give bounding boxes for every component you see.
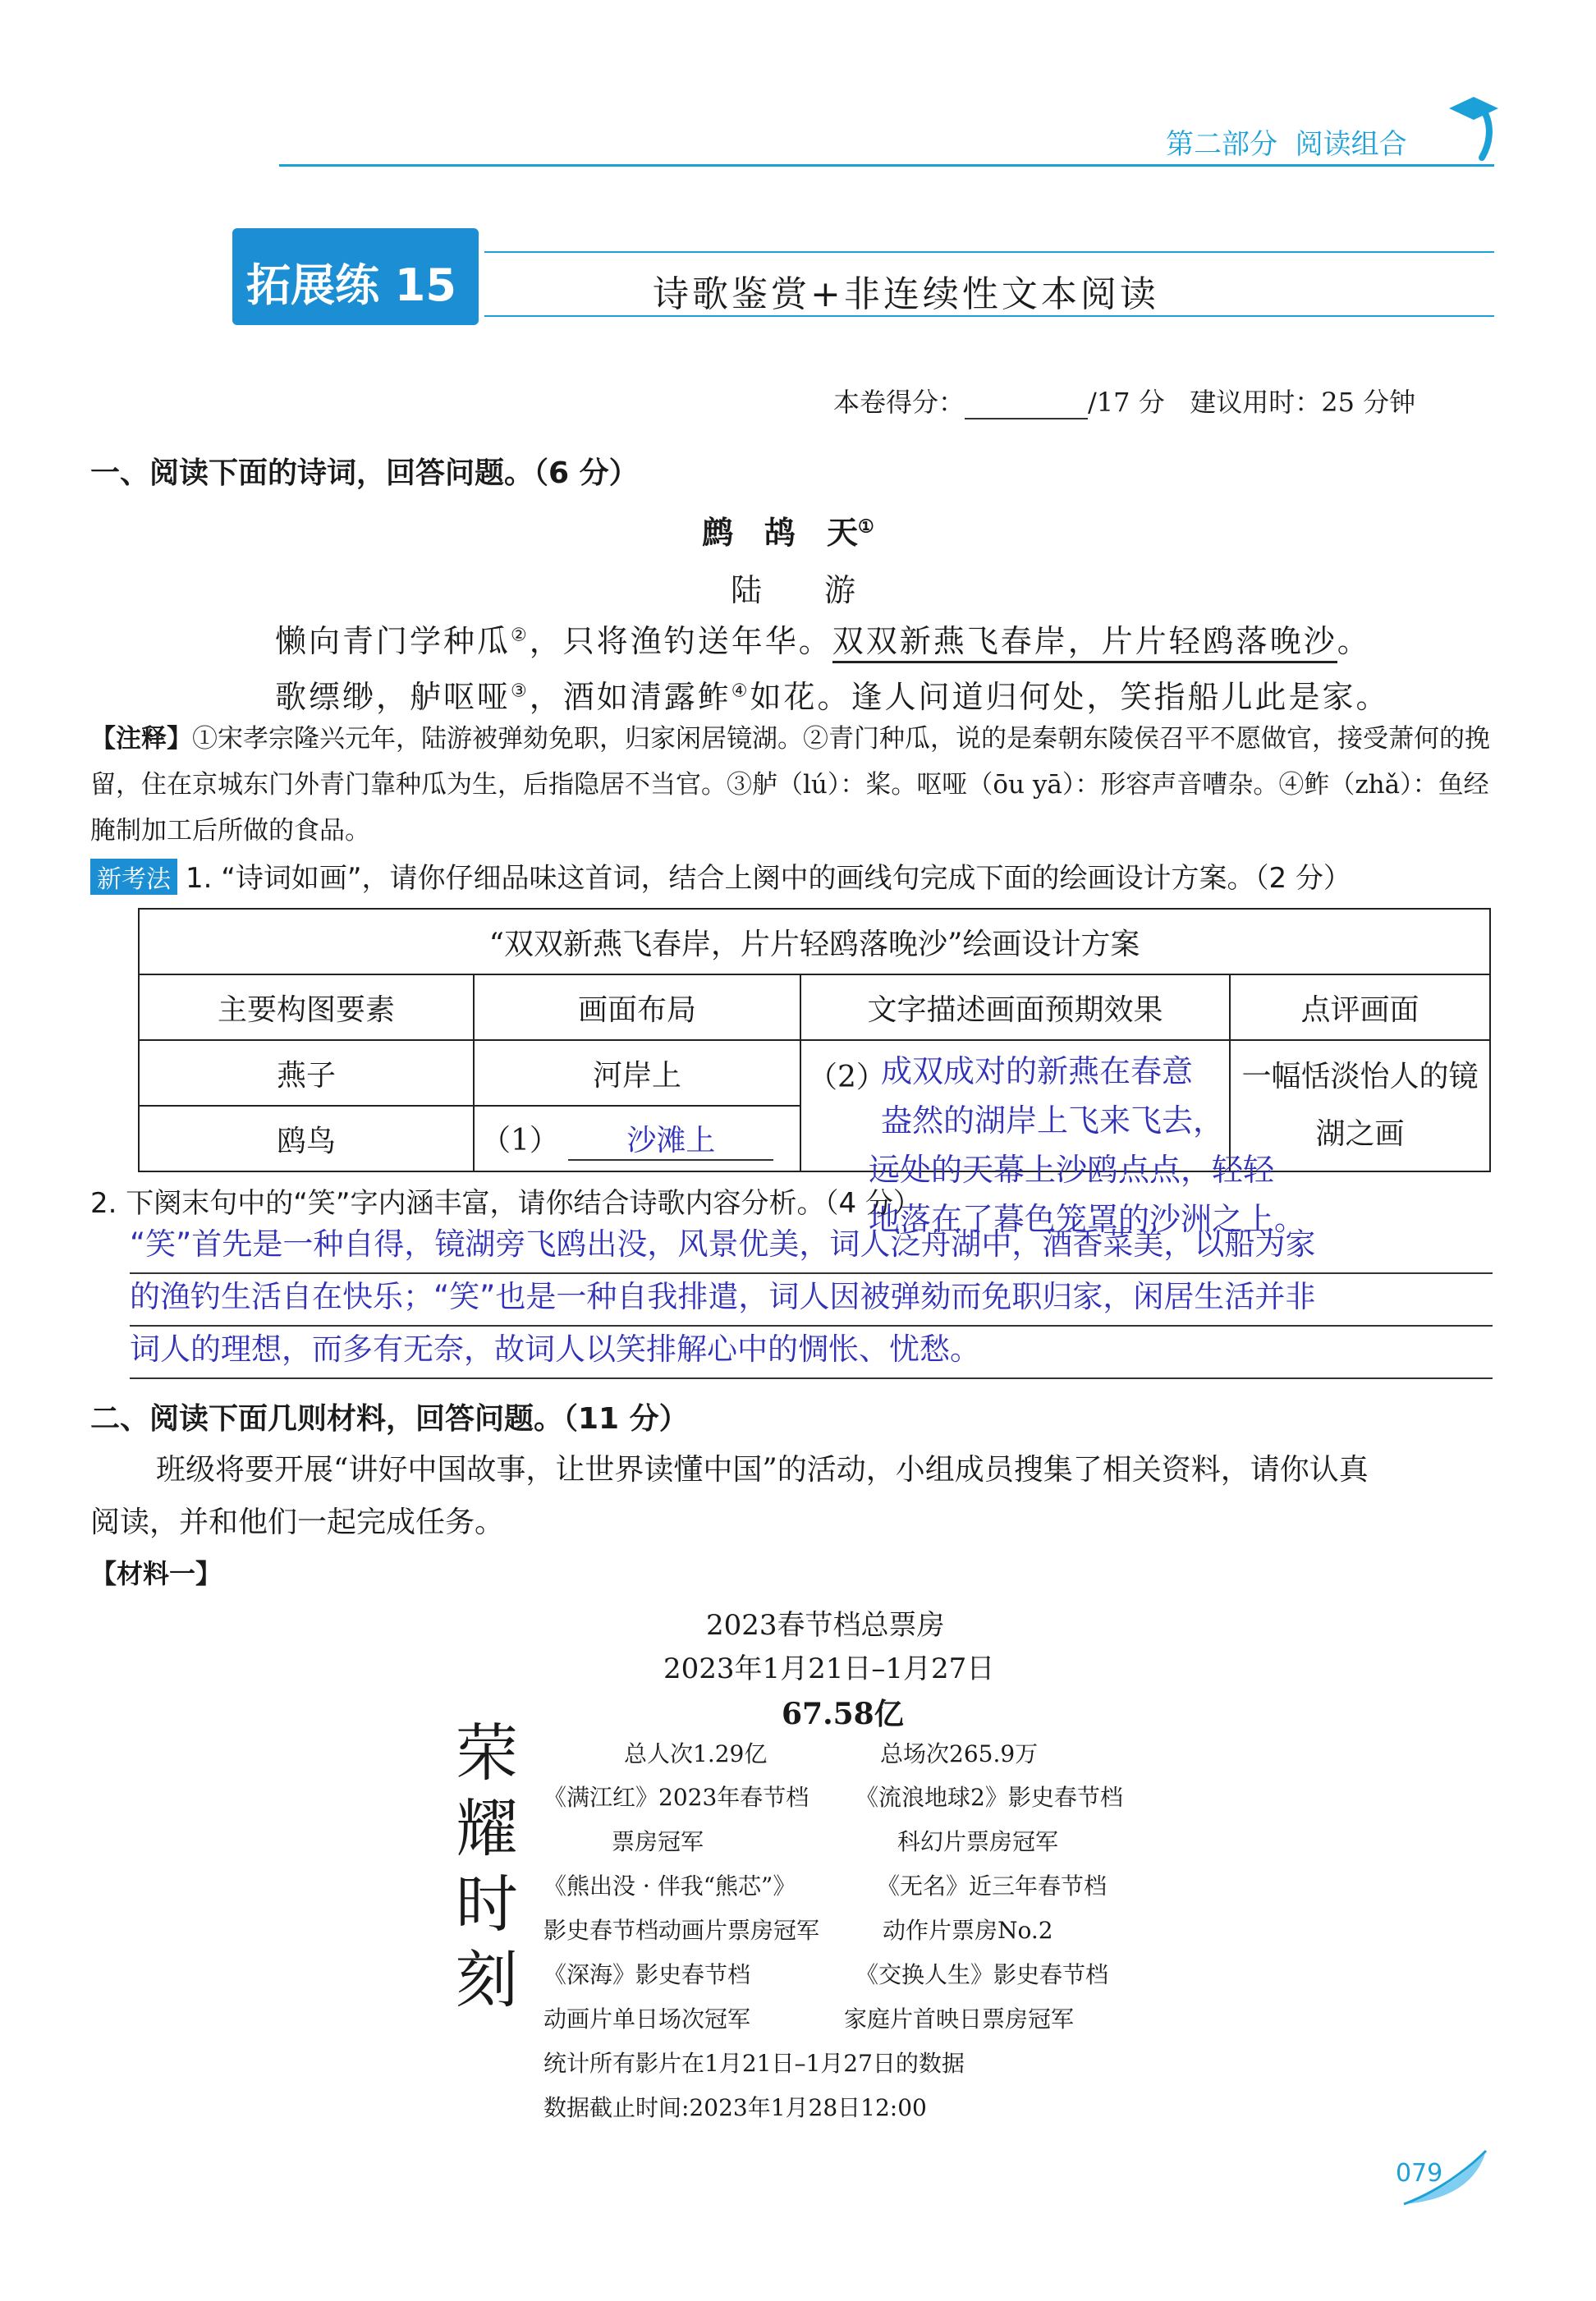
material-title: 2023春节档总票房 — [706, 1609, 945, 1642]
score-total: /17 分 — [1088, 387, 1165, 418]
section-name: 阅读组合 — [1295, 128, 1407, 161]
material-footer-1: 统计所有影片在1月21日–1月27日的数据 — [543, 2050, 965, 2077]
table-header-comment: 点评画面 — [1230, 974, 1490, 1040]
honor-moment-vertical: 荣 耀 时 刻 — [456, 1717, 518, 2016]
poem-author: 陆 游 — [731, 572, 856, 608]
table-header-element: 主要构图要素 — [139, 974, 474, 1040]
question-2: 2. 下阕末句中的“笑”字内涵丰富，请你结合诗歌内容分析。（4 分） — [90, 1187, 921, 1220]
new-method-tag: 新考法 — [90, 859, 177, 895]
part2-intro-2: 阅读，并和他们一起完成任务。 — [90, 1506, 505, 1539]
page-subtitle: 诗歌鉴赏+非连续性文本阅读 — [653, 273, 1159, 315]
page-number: 079 — [1396, 2159, 1443, 2188]
table-cell-effect: （2） — [800, 1040, 1230, 1171]
underlined-line: 双双新燕飞春岸，片片轻鸥落晚沙 — [832, 623, 1337, 663]
material-dates: 2023年1月21日–1月27日 — [663, 1652, 995, 1685]
answer-line-2 — [130, 1325, 1493, 1327]
answer-line-3 — [130, 1377, 1493, 1379]
item-b-5: 家庭片首映日票房冠军 — [844, 2005, 1075, 2033]
item-b-1: 科幻片票房冠军 — [897, 1828, 1059, 1855]
table-cell-swallow: 燕子 — [139, 1040, 474, 1106]
answer-line-1 — [130, 1272, 1493, 1274]
item-a-0: 《满江红》2023年春节档 — [543, 1784, 809, 1811]
header-rule — [279, 164, 1494, 167]
part2-heading: 二、阅读下面几则材料，回答问题。（11 分） — [90, 1402, 689, 1436]
title-rule-top — [484, 251, 1494, 253]
table-header-layout: 画面布局 — [474, 974, 800, 1040]
q2-answer: “笑”首先是一种自得，镜湖旁飞鸥出没，风景优美，词人泛舟湖中，酒香菜美，以船为家 的渔钓生活自在快乐；“笑”也是一种自我排遣，词人因被弹劾而免职归家，闲居生活并非 词人的理想，而多有无奈，故词人以笑排解心中的惆怅、忧愁。 — [130, 1226, 1316, 1367]
table-caption: “双双新燕飞春岸，片片轻鸥落晚沙”绘画设计方案 — [139, 909, 1490, 974]
effect-answer: 成双成对的新燕在春意 盎然的湖岸上飞来飞去， 远处的天幕上沙鸥点点，轻轻 地落在了暮色笼罩的沙洲之上。 — [869, 1053, 1306, 1237]
score-blank[interactable] — [965, 395, 1088, 419]
item-a-2: 《熊出没 · 伴我“熊芯”》 — [543, 1872, 796, 1900]
part2-intro-1: 班级将要开展“讲好中国故事，让世界读懂中国”的活动，小组成员搜集了相关资料，请你认真 — [156, 1453, 1369, 1487]
item-b-2: 《无名》近三年春节档 — [877, 1872, 1108, 1900]
stat-admissions: 总人次1.29亿 — [624, 1740, 768, 1767]
material-total: 67.58亿 — [782, 1697, 904, 1731]
poem-notes: 【注释】①宋孝宗隆兴元年，陆游被弹劾免职，归家闲居镜湖。②青门种瓜，说的是秦朝东陵侯召平不愿做官，接受萧何的挽留，住在京城东门外青门靠种瓜为生，后指隐居不当官。③舻（lú）：桨。呕哑（ōu yā）：形容声音嘈杂。④鲊（zhǎ）：鱼经腌制加工后所做的食品。 — [90, 724, 1490, 846]
score-label: 本卷得分： — [833, 387, 965, 418]
score-line — [833, 382, 1415, 419]
question-1: 新考法 1. “诗词如画”，请你仔细品味这首词，结合上阕中的画线句完成下面的绘画设计方案。（2 分） — [90, 855, 1351, 896]
table-header-effect: 文字描述画面预期效果 — [800, 974, 1230, 1040]
item-a-3: 影史春节档动画片票房冠军 — [543, 1917, 820, 1944]
poem-title: 鹧 鸪 天① — [702, 514, 874, 551]
table-cell-gull: 鸥鸟 — [139, 1106, 474, 1171]
table-cell-gull-layout[interactable]: （1） 沙滩上 — [474, 1106, 800, 1171]
table-cell-comment: 一幅恬淡怡人的镜湖之画 — [1230, 1040, 1490, 1171]
feather-icon — [1396, 2147, 1494, 2212]
item-a-4: 《深海》影史春节档 — [543, 1961, 751, 1988]
suggested-time: 建议用时：25 分钟 — [1190, 387, 1416, 418]
section-label — [1166, 121, 1407, 162]
item-a-1: 票房冠军 — [612, 1828, 704, 1855]
part1-heading: 一、阅读下面的诗词，回答问题。（6 分） — [90, 456, 639, 490]
answer-beach: 沙滩上 — [568, 1117, 773, 1161]
stat-screenings: 总场次265.9万 — [880, 1740, 1039, 1767]
item-b-0: 《流浪地球2》影史春节档 — [855, 1784, 1123, 1811]
material1-label: 【材料一】 — [90, 1558, 222, 1589]
graduation-cap-icon — [1449, 90, 1498, 164]
table-cell-riverbank: 河岸上 — [474, 1040, 800, 1106]
item-a-5: 动画片单日场次冠军 — [543, 2005, 751, 2033]
item-b-4: 《交换人生》影史春节档 — [855, 1961, 1109, 1988]
material-footer-2: 数据截止时间:2023年1月28日12:00 — [543, 2094, 927, 2121]
poem-line-2: 歌缥缈，舻呕哑③，酒如清露鲊④如花。逢人问道归何处，笑指船儿此是家。 — [275, 679, 1390, 715]
section-part: 第二部分 — [1166, 128, 1277, 161]
banner-title: 拓展练 15 — [246, 259, 456, 311]
poem-line-1: 懒向青门学种瓜②，只将渔钓送年华。双双新燕飞春岸，片片轻鸥落晚沙。 — [275, 616, 1371, 661]
item-b-3: 动作片票房No.2 — [883, 1917, 1053, 1944]
